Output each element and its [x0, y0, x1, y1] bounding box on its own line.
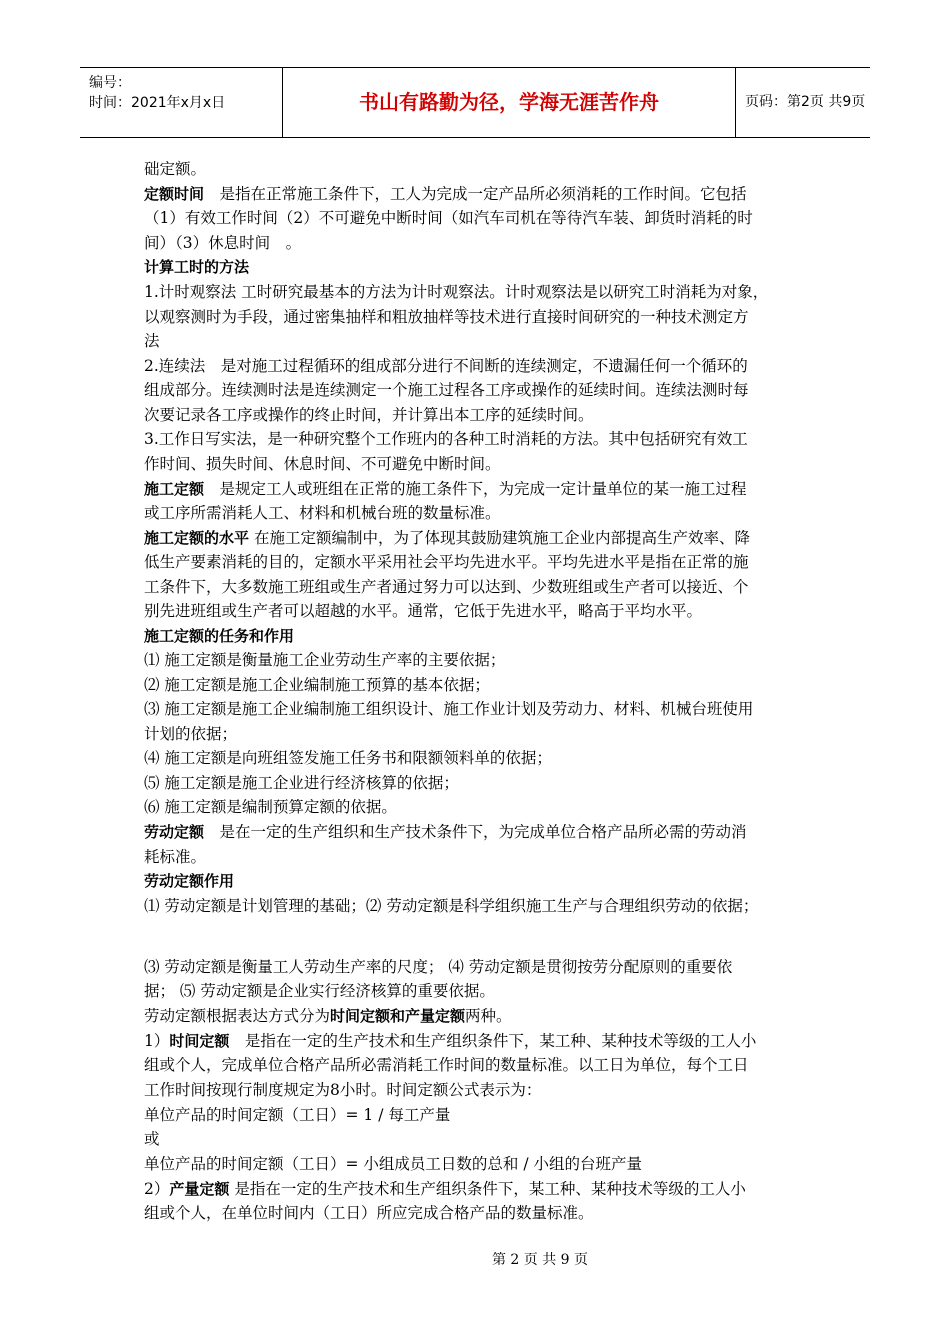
header-meta-cell	[80, 68, 283, 137]
line-text: 组或个人，在单位时间内（工日）所应完成合格产品的数量标准。	[144, 1204, 594, 1222]
term-heading: 劳动定额	[144, 823, 205, 841]
line-text: 3.工作日写实法，是一种研究整个工作班内的各种工时消耗的方法。其中包括研究有效工	[144, 430, 748, 448]
text-line	[144, 600, 702, 622]
document-time-label: 时间：2021年x月x日	[89, 95, 226, 111]
line-text: 法	[144, 332, 160, 350]
line-text: ⑹ 施工定额是编制预算定额的依据。	[144, 798, 397, 816]
line-prefix: 1）	[144, 1032, 170, 1050]
line-text: 间）（3）休息时间 。	[144, 234, 302, 252]
line-text: 耗标准。	[144, 848, 207, 866]
term-heading: 施工定额的任务和作用	[144, 627, 295, 645]
text-line	[144, 232, 301, 254]
text-line	[144, 330, 160, 352]
text-line	[144, 625, 294, 647]
text-line	[144, 649, 505, 671]
text-line	[144, 551, 749, 573]
text-line	[144, 846, 206, 868]
text-line	[144, 796, 397, 818]
text-line	[144, 478, 747, 500]
line-text: 是指在正常施工条件下，工人为完成一定产品所必须消耗的工作时间。它包括	[204, 185, 747, 203]
line-text: 或	[144, 1130, 160, 1148]
document-number-label: 编号：	[89, 75, 131, 91]
line-text: ⑴ 施工定额是衡量施工企业劳动生产率的主要依据；	[144, 651, 506, 669]
text-line	[144, 698, 753, 720]
line-text: 次要记录各工序或操作的终止时间，并计算出本工序的延续时间。	[144, 406, 594, 424]
line-text: 是在一定的生产组织和生产技术条件下，为完成单位合格产品所必需的劳动消	[204, 823, 747, 841]
line-text: 组成部分。连续测时法是连续测定一个施工过程各工序或操作的延续时间。连续法测时每	[144, 381, 749, 399]
text-line	[144, 772, 459, 794]
term-heading: 产量定额	[169, 1180, 230, 1198]
term-heading: 施工定额	[144, 480, 205, 498]
line-text: 单位产品的时间定额（工日）= 小组成员工日数的总和 / 小组的台班产量	[144, 1155, 642, 1173]
line-text: 组或个人，完成单位合格产品所必需消耗工作时间的数量标准。以工日为单位，每个工日	[144, 1056, 749, 1074]
line-text: ⑶ 施工定额是施工企业编制施工组织设计、施工作业计划及劳动力、材料、机械台班使用	[144, 700, 754, 718]
line-text: ⑷ 施工定额是向班组签发施工任务书和限额领料单的依据；	[144, 749, 552, 767]
text-line	[144, 895, 758, 917]
term-heading: 时间定额和产量定额	[330, 1007, 466, 1025]
line-text: 是指在一定的生产技术和生产组织条件下，某工种、某种技术等级的工人小	[229, 1032, 757, 1050]
text-line	[144, 956, 732, 978]
text-line	[144, 256, 249, 278]
line-text: 单位产品的时间定额（工日）= 1 / 每工产量	[144, 1106, 451, 1124]
text-line	[144, 183, 747, 205]
line-text: （1）有效工作时间（2）不可避免中断时间（如汽车司机在等待汽车装、卸货时消耗的时	[144, 209, 753, 227]
text-line	[144, 980, 495, 1002]
text-line	[144, 453, 501, 475]
page-footer: 第 2 页 共 9 页	[491, 1252, 589, 1268]
line-text: 在施工定额编制中，为了体现其鼓励建筑施工企业内部提高生产效率、降	[249, 529, 750, 547]
text-line	[144, 207, 753, 229]
header-page-number: 页码：第2页 共9页	[745, 94, 866, 110]
line-text: 低生产要素消耗的目的，定额水平采用社会平均先进水平。平均先进水平是指在正常的施	[144, 553, 749, 571]
text-line	[144, 1153, 642, 1175]
line-text: ⑶ 劳动定额是衡量工人劳动生产率的尺度； ⑷ 劳动定额是贯彻按劳分配原则的重要依	[144, 958, 733, 976]
term-heading: 计算工时的方法	[144, 258, 250, 276]
text-line	[144, 1104, 450, 1126]
line-text: 工条件下，大多数施工班组或生产者通过努力可以达到、少数班组或生产者可以接近、个	[144, 578, 749, 596]
line-text: 工作时间按现行制度规定为8小时。时间定额公式表示为：	[144, 1081, 542, 1099]
line-text: 或工序所需消耗人工、材料和机械台班的数量标准。	[144, 504, 501, 522]
term-heading: 劳动定额作用	[144, 872, 235, 890]
text-line	[144, 281, 768, 303]
line-text: 劳动定额根据表达方式分为	[144, 1007, 331, 1025]
text-line	[144, 379, 749, 401]
text-line	[144, 502, 501, 524]
line-text: 是规定工人或班组在正常的施工条件下，为完成一定计量单位的某一施工过程	[204, 480, 747, 498]
text-line	[144, 674, 490, 696]
line-prefix: 2）	[144, 1180, 170, 1198]
text-line	[144, 1178, 746, 1200]
line-text: 以观察测时为手段，通过密集抽样和粗放抽样等技术进行直接时间研究的一种技术测定方	[144, 308, 749, 326]
text-line	[144, 1054, 749, 1076]
text-line	[144, 306, 749, 328]
text-line	[144, 404, 594, 426]
line-tail: 两种。	[465, 1007, 512, 1025]
text-line	[144, 355, 748, 377]
line-text: ⑸ 施工定额是施工企业进行经济核算的依据；	[144, 774, 459, 792]
line-text: 计划的依据；	[144, 725, 238, 743]
text-line	[144, 428, 748, 450]
text-line	[144, 1128, 160, 1150]
line-text: 据； ⑸ 劳动定额是企业实行经济核算的重要依据。	[144, 982, 495, 1000]
header-motto: 书山有路勤为径，学海无涯苦作舟	[283, 68, 736, 137]
line-text: ⑴ 劳动定额是计划管理的基础；⑵ 劳动定额是科学组织施工生产与合理组织劳动的依据；	[144, 897, 759, 915]
line-text: 2.连续法 是对施工过程循环的组成部分进行不间断的连续测定，不遗漏任何一个循环的	[144, 357, 748, 375]
text-line	[144, 870, 234, 892]
term-heading: 施工定额的水平	[144, 529, 250, 547]
text-line	[144, 158, 206, 180]
text-line	[144, 1079, 541, 1101]
term-heading: 定额时间	[144, 185, 205, 203]
text-line	[144, 1005, 512, 1027]
line-text: 别先进班组或生产者可以超越的水平。通常，它低于先进水平，略高于平均水平。	[144, 602, 703, 620]
line-text: 作时间、损失时间、休息时间、不可避免中断时间。	[144, 455, 501, 473]
text-line	[144, 527, 750, 549]
term-heading: 时间定额	[169, 1032, 230, 1050]
text-line	[144, 723, 237, 745]
text-line	[144, 576, 749, 598]
text-line	[144, 1202, 594, 1224]
line-text: 础定额。	[144, 160, 207, 178]
line-text: 1.计时观察法 工时研究最基本的方法为计时观察法。计时观察法是以研究工时消耗为对象，	[144, 283, 769, 301]
text-line	[144, 1030, 756, 1052]
text-line	[144, 821, 747, 843]
text-line	[144, 747, 552, 769]
line-text: 是指在一定的生产技术和生产组织条件下，某工种、某种技术等级的工人小	[229, 1180, 746, 1198]
page-header	[80, 67, 870, 138]
line-text: ⑵ 施工定额是施工企业编制施工预算的基本依据；	[144, 676, 490, 694]
